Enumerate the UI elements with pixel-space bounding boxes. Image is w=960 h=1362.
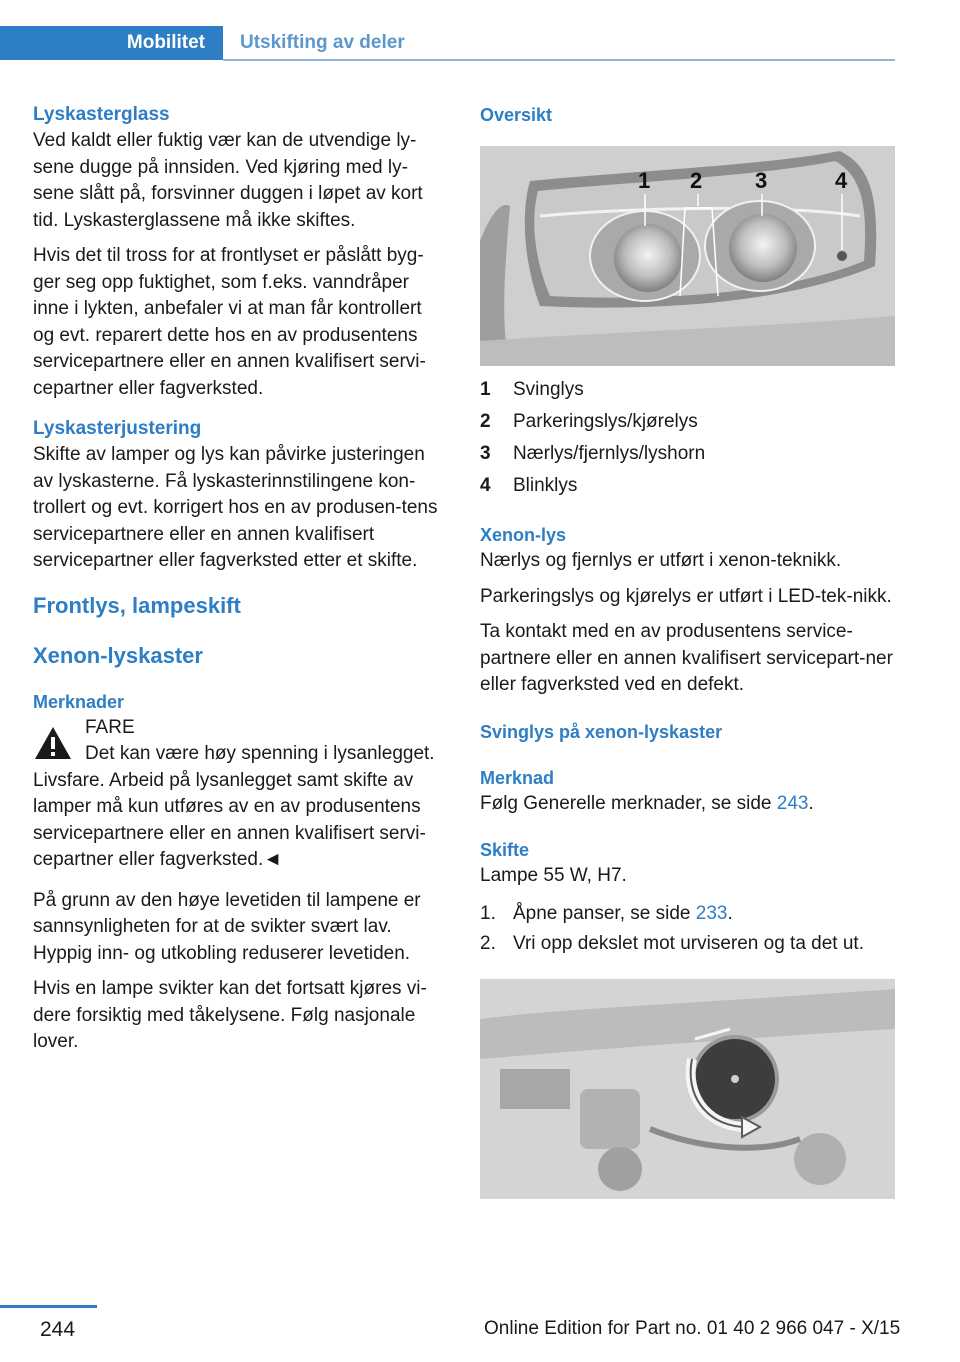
heading-xenon-lyskaster: Xenon-lyskaster (33, 642, 203, 668)
paragraph: Ved kaldt eller fuktig vær kan de utvendige ly-sene dugge på innsiden. Ved kjøring med ly-sene slått på, forsvinner duggen i løpet av kort tid. Lyskasterglassene må ikke skiftes. (33, 130, 423, 231)
edition-text: Online Edition for Part no. 01 40 2 966 047 - X/15 (484, 1318, 901, 1339)
step-end: . (727, 902, 733, 924)
legend-number: 2 (480, 411, 491, 432)
subsection-tab[interactable]: Utskifting av deler (240, 32, 405, 53)
legend-number: 3 (480, 443, 491, 464)
paragraph: Ta kontakt med en av produsentens service-partnere eller en annen kvalifisert servicepart-ner eller fagverksted ved en defekt. (480, 621, 893, 695)
legend-text: Svinglys (513, 379, 584, 400)
engine-bay-figure (480, 979, 895, 1199)
headlight-illustration (480, 146, 895, 366)
paragraph: Skifte av lamper og lys kan påvirke justeringen av lyskasterne. Få lyskasterinnstilingene kon-trollert og evt. korrigert hos en av produsen-tens servicepartnere eller en annen kvalifisert servicepartner eller fagverksted etter et skifte. (33, 444, 438, 571)
step-number: 1. (480, 902, 496, 924)
heading-oversikt: Oversikt (480, 105, 553, 125)
legend-text: Parkeringslys/kjørelys (513, 411, 698, 432)
legend-text: Nærlys/fjernlys/lyshorn (513, 443, 706, 464)
legend-item (480, 438, 895, 470)
step-item (480, 899, 895, 929)
figure-label-1: 1 (638, 168, 651, 193)
headlight-figure (480, 146, 895, 366)
legend-item (480, 470, 895, 502)
heading-merknader: Merknader (33, 691, 125, 712)
figure-label-2: 2 (690, 168, 703, 193)
footer-divider (0, 1305, 97, 1308)
heading-merknad: Merknad (480, 767, 555, 788)
paragraph: Lampe 55 W, H7. (480, 865, 627, 886)
figure-label-3: 3 (755, 168, 768, 193)
warning-continued: Livsfare. Arbeid på lysanlegget samt skifte av lamper må kun utføres av en av produsentens servicepartnere eller en annen kvalifisert servi-cepartner eller fagverksted.◄ (33, 769, 426, 870)
warning-title: FARE (85, 716, 135, 738)
heading-lyskasterjustering: Lyskasterjustering (33, 418, 202, 439)
legend-item (480, 374, 895, 406)
warning-block (33, 715, 448, 768)
paragraph: Hvis en lampe svikter kan det fortsatt kjøres vi-dere forsiktig med tåkelysene. Følg nasjonale lover. (33, 978, 427, 1052)
paragraph: På grunn av den høye levetiden til lampene er sannsynligheten for at de svikter svært lav. Hyppig inn- og utkobling reduserer levetiden. (33, 889, 421, 964)
legend-item (480, 406, 895, 438)
heading-xenon-lys: Xenon-lys (480, 525, 567, 545)
note-end: . (808, 792, 814, 814)
legend-number: 4 (480, 475, 491, 496)
section-tab[interactable] (0, 26, 223, 60)
header-bar (0, 26, 895, 62)
heading-svinglys: Svinglys på xenon-lyskaster (480, 721, 723, 742)
heading-skifte: Skifte (480, 840, 530, 860)
page-link-233[interactable]: 233 (695, 902, 728, 924)
step-number: 2. (480, 932, 496, 954)
left-column (33, 100, 448, 1065)
right-column (480, 100, 895, 1199)
page-link-243[interactable]: 243 (776, 792, 809, 814)
step-text: Vri opp dekslet mot urviseren og ta det ut. (513, 932, 864, 954)
header-divider (223, 59, 895, 61)
note-text: Følg Generelle merknader, se side (480, 792, 777, 814)
page-number: 244 (40, 1318, 76, 1341)
paragraph: Nærlys og fjernlys er utført i xenon-teknikk. (480, 550, 842, 571)
warning-text: Det kan være høy spenning i lysanlegget. (85, 743, 435, 764)
legend-list (480, 374, 895, 502)
paragraph: Hvis det til tross for at frontlyset er påslått byg-ger seg opp fuktighet, som f.eks. vanndråper inne i lykten, anbefaler vi at man får kontrollert og evt. reparert dette hos en av produsentens servicepartnere eller en annen kvalifisert servi-cepartner eller fagverksted. (33, 245, 426, 399)
paragraph (480, 791, 895, 818)
legend-number: 1 (480, 379, 491, 400)
heading-frontlys: Frontlys, lampeskift (33, 592, 241, 618)
warning-icon (33, 725, 73, 761)
legend-text: Blinklys (513, 475, 578, 496)
step-item (480, 929, 895, 959)
paragraph: Parkeringslys og kjørelys er utført i LED-tek-nikk. (480, 585, 892, 607)
engine-bay-illustration (480, 979, 895, 1199)
figure-label-4: 4 (835, 168, 848, 193)
heading-lyskasterglass: Lyskasterglass (33, 104, 170, 125)
steps-list (480, 899, 895, 959)
section-tab-label: Mobilitet (126, 32, 205, 53)
step-text: Åpne panser, se side (513, 902, 696, 924)
